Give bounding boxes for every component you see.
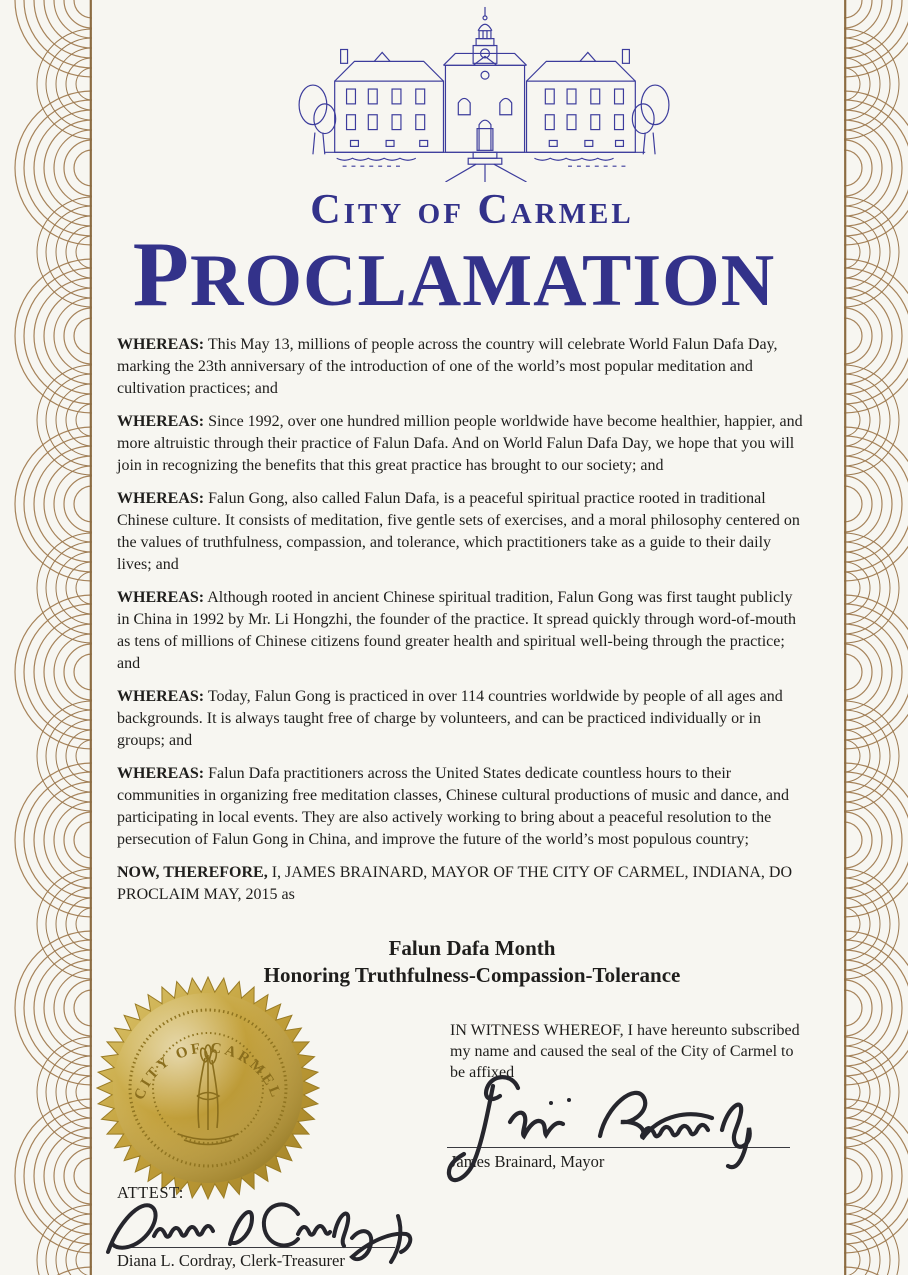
whereas-lead: WHEREAS:	[117, 688, 205, 705]
city-hall-engraving-icon	[290, 4, 680, 182]
whereas-text: Falun Gong, also called Falun Dafa, is a peaceful spiritual practice rooted in traditional Chinese culture. It consists of meditation, five gentle sets of exercises, and a moral philosophy centered on the values of truthfulness, compassion, and tolerance, which practitioners take as a guide to their daily lives; and	[117, 490, 800, 573]
now-therefore-lead: NOW, THEREFORE,	[117, 864, 268, 881]
seal-text: CITY OF CARMEL	[131, 1040, 285, 1103]
whereas-text: This May 13, millions of people across the country will celebrate World Falun Dafa Day, marking the 23th anniversary of the introduction of one of the world’s most popular meditation and cultivation practices; and	[117, 336, 778, 397]
proclamation-body	[117, 334, 803, 917]
gold-embossed-seal	[96, 976, 320, 1200]
clerk-name-label: Diana L. Cordray, Clerk-Treasurer	[117, 1251, 345, 1270]
proclaimed-month-title: Falun Dafa Month	[388, 936, 556, 960]
whereas-paragraph	[117, 686, 803, 752]
proclaimed-month-subtitle: Honoring Truthfulness-Compassion-Tolerance	[263, 963, 681, 987]
whereas-lead: WHEREAS:	[117, 765, 205, 782]
now-therefore-paragraph	[117, 862, 803, 906]
attest-label: ATTEST:	[117, 1183, 184, 1202]
whereas-paragraph	[117, 763, 803, 851]
whereas-paragraph	[117, 587, 803, 675]
mayor-name-label: James Brainard, Mayor	[450, 1152, 605, 1171]
whereas-lead: WHEREAS:	[117, 413, 205, 430]
whereas-lead: WHEREAS:	[117, 336, 205, 353]
whereas-text: Falun Dafa practitioners across the United States dedicate countless hours to their communities in organizing free meditation classes, Chinese cultural productions of music and dance, and participating in local events. They are also actively working to bring about a peaceful resolution to the persecution of Falun Gong in China, and improve the future of the world’s most populous country;	[117, 765, 789, 848]
proclamation-title: PROCLAMATION	[132, 223, 776, 325]
witness-clause: IN WITNESS WHEREOF, I have hereunto subscribed my name and caused the seal of the City of Carmel to be affixed	[450, 1022, 800, 1081]
clerk-signature	[100, 1188, 440, 1275]
mayor-signature	[430, 1066, 810, 1186]
whereas-paragraph	[117, 411, 803, 477]
city-name-title: City of Carmel	[310, 187, 634, 233]
whereas-lead: WHEREAS:	[117, 589, 205, 606]
whereas-lead: WHEREAS:	[117, 490, 205, 507]
whereas-text: Since 1992, over one hundred million people worldwide have become healthier, happier, and more altruistic through their practice of Falun Dafa. And on World Falun Dafa Day, we hope that you will join in recognizing the benefits that this great practice has brought to our society; and	[117, 413, 803, 474]
whereas-text: Today, Falun Gong is practiced in over 114 countries worldwide by people of all ages and backgrounds. It is always taught free of charge by volunteers, and can be practiced individually or in groups; and	[117, 688, 783, 749]
whereas-text: Although rooted in ancient Chinese spiritual tradition, Falun Gong was first taught publicly in China in 1992 by Mr. Li Hongzhi, the founder of the practice. It spread quickly through word-of-mouth as tens of millions of Chinese citizens found greater health and spiritual well-being through the practice; and	[117, 589, 796, 672]
whereas-paragraph	[117, 488, 803, 576]
whereas-paragraph	[117, 334, 803, 400]
now-therefore-text: I, JAMES BRAINARD, MAYOR OF THE CITY OF CARMEL, INDIANA, DO PROCLAIM MAY, 2015 as	[117, 864, 793, 903]
